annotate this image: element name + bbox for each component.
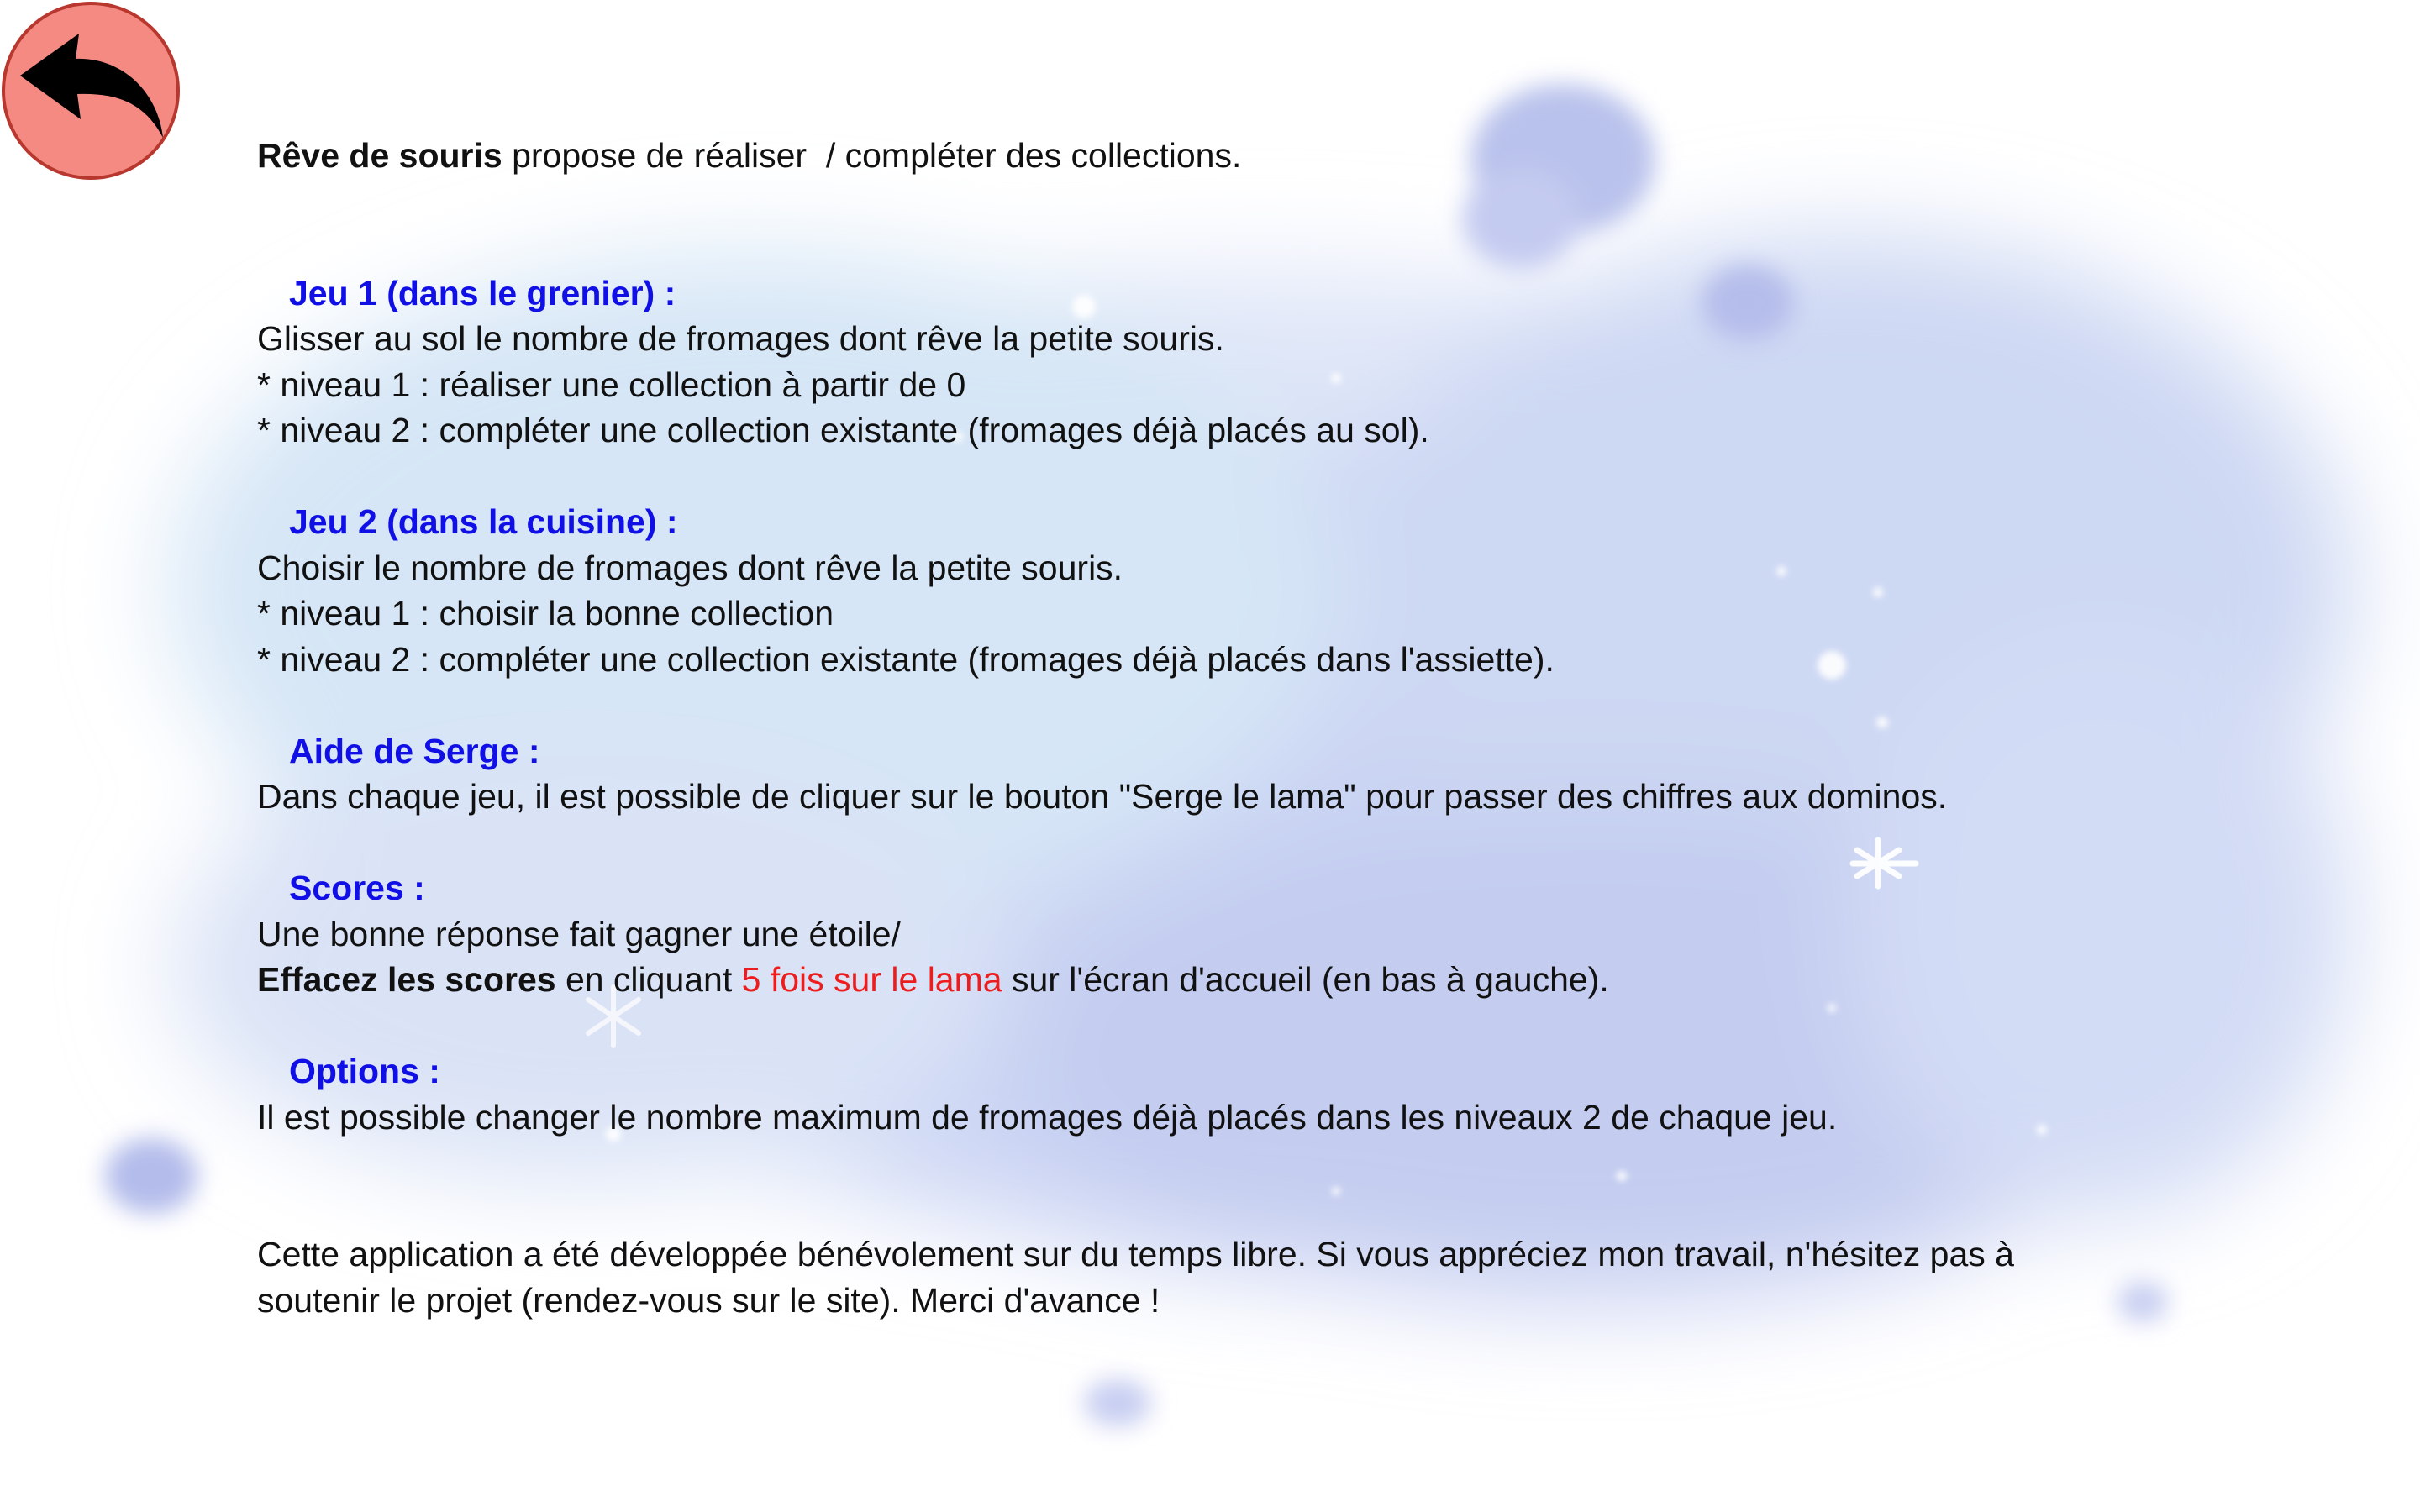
section-line: * niveau 1 : réaliser une collection à partir de 0 xyxy=(257,365,966,404)
help-text xyxy=(257,133,2291,1323)
intro-line xyxy=(257,133,2291,179)
section-line: Glisser au sol le nombre de fromages dont rêve la petite souris. xyxy=(257,319,1224,358)
section-line: Choisir le nombre de fromages dont rêve la petite souris. xyxy=(257,548,1123,587)
section-line: * niveau 2 : compléter une collection existante (fromages déjà placés au sol). xyxy=(257,411,1429,449)
reset-scores-line xyxy=(257,957,2291,1003)
app-name: Rêve de souris xyxy=(257,136,502,175)
section-scores xyxy=(257,865,2291,1003)
footer-line: soutenir le projet (rendez-vous sur le site). Merci d'avance ! xyxy=(257,1280,1160,1320)
section-aide-serge xyxy=(257,728,2291,820)
reset-scores-bold: Effacez les scores xyxy=(257,960,556,999)
intro-text: propose de réaliser / compléter des collections. xyxy=(502,136,1242,175)
reset-scores-highlight: 5 fois sur le lama xyxy=(741,960,1002,999)
footer-line: Cette application a été développée bénévolement sur du temps libre. Si vous appréciez mon travail, n'hésitez pas à xyxy=(257,1235,2014,1273)
section-heading: Jeu 1 (dans le grenier) : xyxy=(289,273,676,312)
section-options xyxy=(257,1048,2291,1140)
section-heading: Jeu 2 (dans la cuisine) : xyxy=(289,502,678,541)
section-heading: Aide de Serge : xyxy=(289,731,540,770)
section-line: * niveau 1 : choisir la bonne collection xyxy=(257,594,834,633)
section-line: Dans chaque jeu, il est possible de cliquer sur le bouton "Serge le lama" pour passer des chiffres aux dominos. xyxy=(257,777,1948,816)
reset-scores-text: en cliquant xyxy=(555,960,742,999)
section-line: Il est possible changer le nombre maximum de fromages déjà placés dans les niveaux 2 de chaque jeu. xyxy=(257,1097,1838,1137)
section-heading: Scores : xyxy=(289,869,425,907)
undo-arrow-icon xyxy=(5,5,176,176)
section-jeu-2 xyxy=(257,499,2291,682)
footer-note xyxy=(257,1231,2291,1323)
section-line: Une bonne réponse fait gagner une étoile/ xyxy=(257,914,901,953)
reset-scores-text: sur l'écran d'accueil (en bas à gauche). xyxy=(1002,960,1609,999)
section-heading: Options : xyxy=(289,1052,440,1090)
back-button[interactable] xyxy=(2,2,180,180)
section-line: * niveau 2 : compléter une collection existante (fromages déjà placés dans l'assiette). xyxy=(257,639,1555,679)
section-jeu-1 xyxy=(257,270,2291,454)
